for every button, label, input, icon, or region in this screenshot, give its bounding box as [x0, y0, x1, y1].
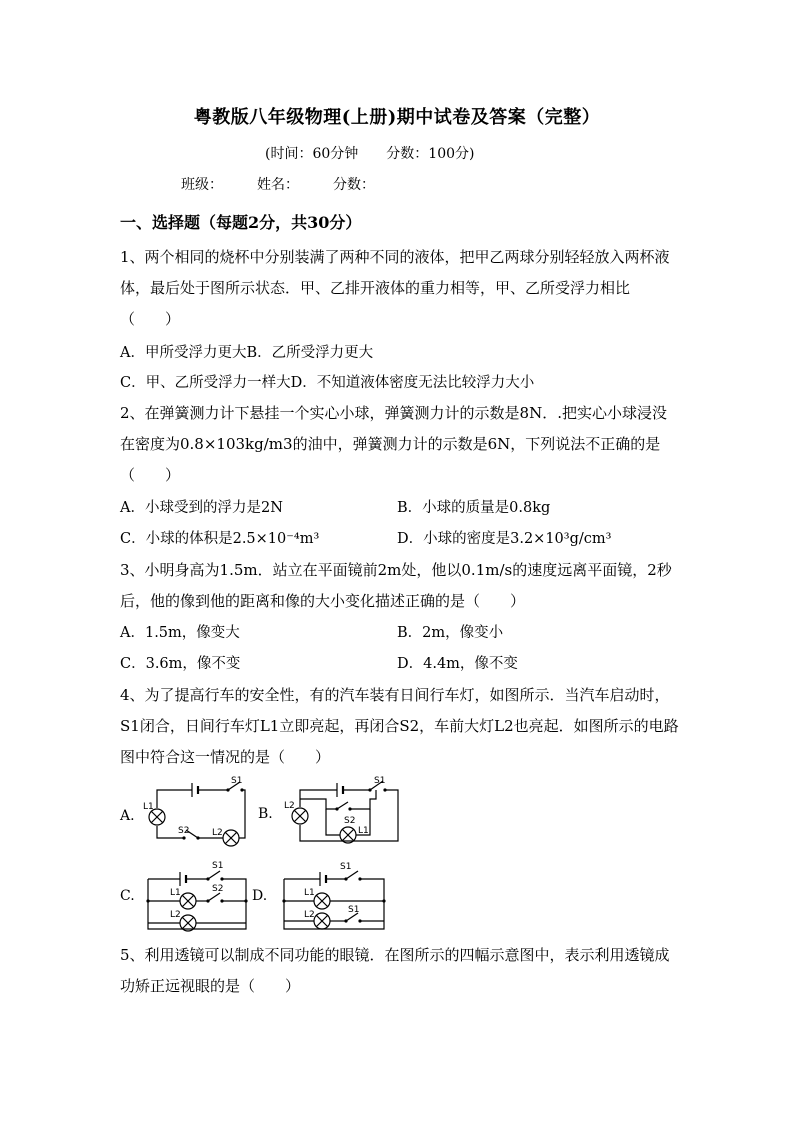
circuit-b-s2: S2: [344, 816, 356, 826]
question-1: 1、两个相同的烧杯中分别装满了两种不同的液体，把甲乙两球分别轻轻放入两杯液体，最后处于图所示状态．甲、乙排开液体的重力相等，甲、乙所受浮力相比（ ）: [120, 248, 670, 328]
circuit-a-diagram: [140, 778, 260, 848]
circuit-c-s1: S1: [212, 861, 224, 871]
circuit-b-l1: L1: [358, 826, 369, 836]
q3-option-d: D．4.4m，像不变: [397, 656, 518, 672]
circuit-d-l2: L2: [304, 910, 315, 920]
circuit-d-s1-second: S1: [348, 905, 360, 915]
circuit-a-label: A.: [120, 808, 135, 824]
circuit-a-s2: S2: [178, 826, 190, 836]
circuit-d-diagram: [276, 855, 396, 935]
q2-option-c: C．小球的体积是2.5×10⁻⁴m³: [120, 531, 320, 547]
q2-option-a: A．小球受到的浮力是2N: [120, 500, 283, 516]
circuit-c-l2: L2: [170, 910, 181, 920]
page-title: 粤教版八年级物理(上册)期中试卷及答案（完整）: [193, 107, 601, 128]
score-label: 分数：: [333, 177, 375, 193]
q2-option-b: B．小球的质量是0.8kg: [397, 500, 551, 516]
circuit-a-s1: S1: [231, 776, 243, 786]
name-label: 姓名：: [257, 177, 299, 193]
circuit-d-label: D.: [252, 888, 268, 904]
exam-total-score: 分数：100分): [386, 146, 475, 162]
student-info: [181, 174, 409, 194]
exam-time: (时间：60分钟: [265, 146, 359, 162]
q1-option-ab: A．甲所受浮力更大B．乙所受浮力更大: [120, 345, 374, 361]
circuit-d-l1: L1: [304, 888, 315, 898]
circuit-c-diagram: [140, 855, 260, 935]
circuit-a-l2: L2: [212, 828, 223, 838]
question-2: 2、在弹簧测力计下悬挂一个实心小球，弹簧测力计的示数是8N．.把实心小球浸没在密度为0.8×103kg/m3的油中，弹簧测力计的示数是6N，下列说法不正确的是（ ）: [120, 404, 667, 484]
circuit-c-l1: L1: [170, 888, 181, 898]
circuit-a-l1: L1: [143, 802, 154, 812]
q3-option-b: B．2m，像变小: [397, 625, 504, 641]
question-4: 4、为了提高行车的安全性，有的汽车装有日间行车灯，如图所示．当汽车启动时，S1闭合，日间行车灯L1立即亮起，再闭合S2，车前大灯L2也亮起．如图所示的电路图中符合这一情况的是（ ）: [120, 686, 679, 766]
circuit-b-s1: S1: [374, 776, 386, 786]
q1-option-cd: C．甲、乙所受浮力一样大D．不知道液体密度无法比较浮力大小: [120, 375, 535, 391]
section-title: 一、选择题（每题2分，共30分）: [120, 213, 362, 232]
circuit-b-diagram: [280, 775, 410, 847]
circuit-c-label: C.: [120, 888, 135, 904]
exam-meta: [265, 143, 502, 163]
circuit-c-s2: S2: [212, 884, 224, 894]
question-3: 3、小明身高为1.5m．站立在平面镜前2m处，他以0.1m/s的速度远离平面镜，2秒后，他的像到他的距离和像的大小变化描述正确的是（ ）: [120, 561, 672, 610]
q3-option-a: A．1.5m，像变大: [120, 625, 240, 641]
q2-option-d: D．小球的密度是3.2×10³g/cm³: [397, 531, 612, 547]
class-label: 班级：: [181, 177, 223, 193]
q3-option-c: C．3.6m，像不变: [120, 656, 241, 672]
circuit-d-s1: S1: [340, 862, 352, 872]
circuit-b-label: B.: [258, 806, 273, 822]
circuit-b-l2: L2: [284, 801, 295, 811]
question-5: 5、利用透镜可以制成不同功能的眼镜．在图所示的四幅示意图中，表示利用透镜成功矫正远视眼的是（ ）: [120, 946, 670, 995]
